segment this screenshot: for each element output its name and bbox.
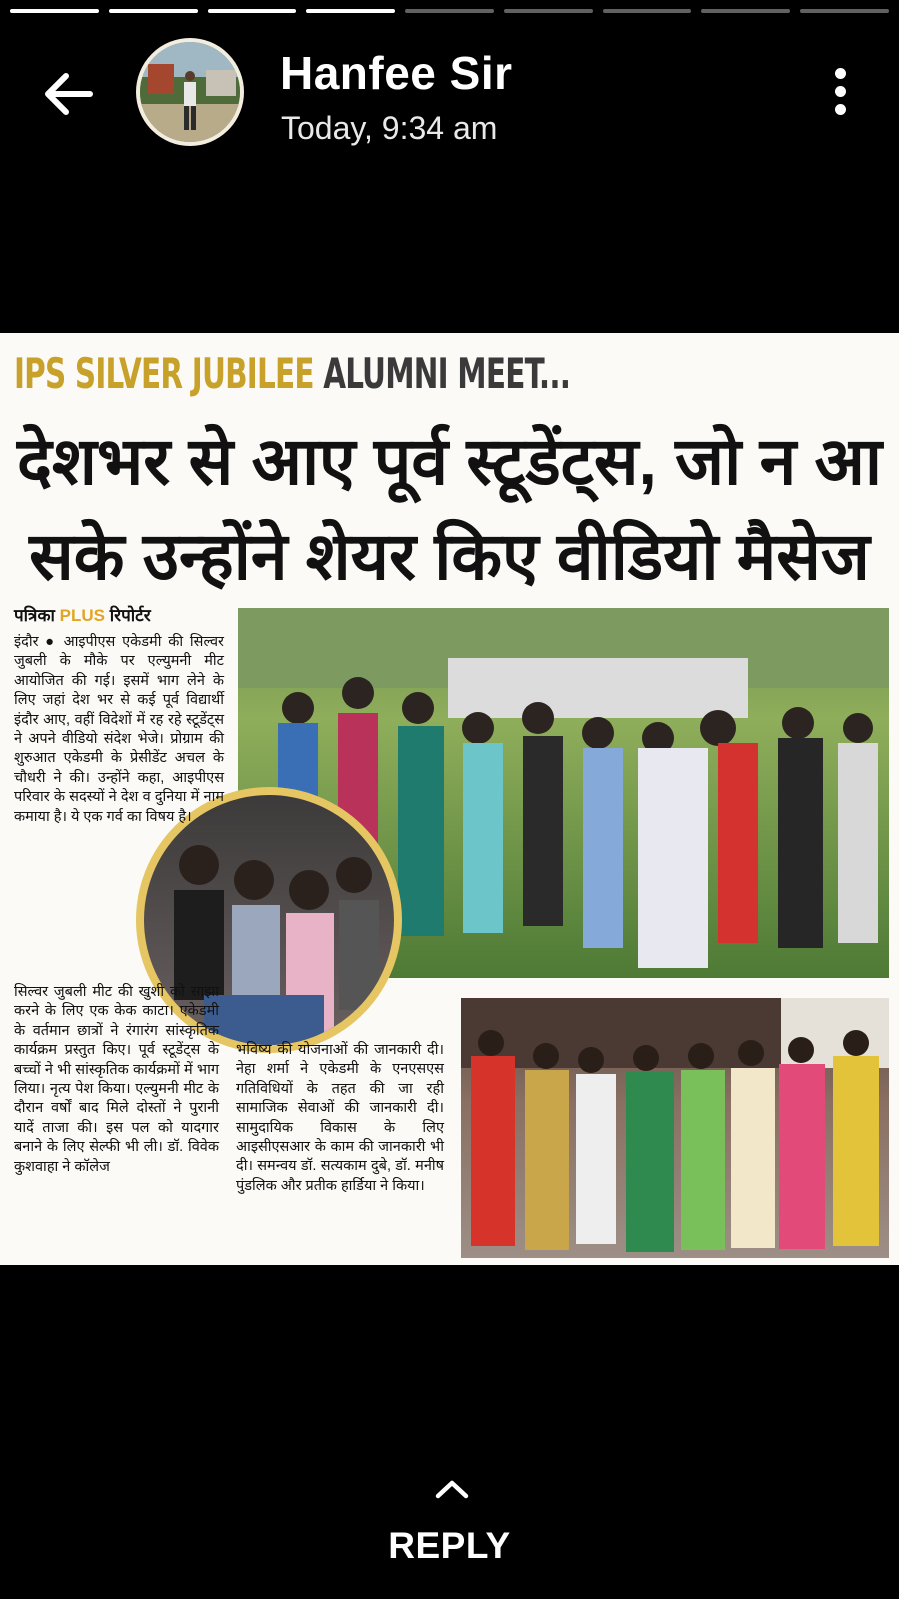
arrow-left-icon[interactable] xyxy=(38,64,98,124)
avatar[interactable] xyxy=(136,38,244,146)
reply-button[interactable]: REPLY xyxy=(388,1525,511,1566)
progress-segment xyxy=(109,9,198,13)
progress-segment xyxy=(208,9,297,13)
headline-line-1: देशभर से आए पूर्व स्टूडेंट्स, जो न आ xyxy=(16,424,883,498)
progress-segment xyxy=(10,9,99,13)
byline: पत्रिका PLUS रिपोर्टर xyxy=(14,606,151,625)
story-image xyxy=(0,333,899,1265)
newspaper-kicker: IPS SILVER JUBILEE ALUMNI MEET... xyxy=(14,349,571,398)
progress-segment xyxy=(701,9,790,13)
more-vert-icon[interactable] xyxy=(828,68,852,124)
article-column-2: भविष्य की योजनाओं की जानकारी दी। नेहा शर्मा ने एकेडमी के एनएसएस गतिविधियों के तहत की जा रही सामाजिक सेवाओं की जानकारी दी। सामुदायिक विकास के लिए आइसीएसआर के काम की जानकारी भी दी। समन्वय डॉ. सत्यकाम दुबे, डॉ. मनीष पुंडलिक और प्रतीक हार्डिया ने किया। xyxy=(236,1042,444,1194)
story-timestamp: Today, 9:34 am xyxy=(281,110,498,146)
progress-segment xyxy=(800,9,889,13)
article-column-1: इंदौर ● आइपीएस एकेडमी की सिल्वर जुबली के मौके पर एल्युमनी मीट आयोजित की गई। इसमें भाग लेने के लिए जहां देश भर से कई पूर्व विद्यार्थी इंदौर आए, वहीं विदेशों में रह रहे स्टूडेंट्स ने अपने वीडियो संदेश भेजे। प्रोग्राम की शुरुआत एकेडमी के प्रेसीडेंट अचल के चौधरी ने की। उन्होंने कहा, आइपीएस परिवार के सदस्यों ने देश व दुनिया में नाम कमाया है। ये एक गर्व का विषय है। xyxy=(14,634,224,825)
contact-name: Hanfee Sir xyxy=(280,47,513,99)
progress-segment xyxy=(504,9,593,13)
headline-line-2: सके उन्होंने शेयर किए वीडियो मैसेज xyxy=(29,519,870,593)
article-column-1-continued: सिल्वर जुबली मीट की खुशी को साझा करने के लिए एक केक काटा। एकेडमी के वर्तमान छात्रों ने रंगारंग सांस्कृतिक कार्यक्रम प्रस्तुत किए। पूर्व स्टूडेंट्स के बच्चों ने भी सांस्कृतिक कार्यक्रमों में भाग लिया। नृत्य पेश किया। एल्युमनी मीट के दौरान वर्षों बाद मिले दोस्तों ने पुरानी यादें ताजा की। इस पल को यादगार बनाने के लिए सेल्फी भी ली। डॉ. विवेक कुशवाहा ने कॉलेज xyxy=(14,984,219,1175)
progress-segment xyxy=(306,9,395,13)
women-group-photo xyxy=(461,998,889,1258)
story-progress xyxy=(10,9,889,14)
progress-segment xyxy=(603,9,692,13)
chevron-up-icon[interactable] xyxy=(434,1478,470,1500)
progress-segment xyxy=(405,9,494,13)
